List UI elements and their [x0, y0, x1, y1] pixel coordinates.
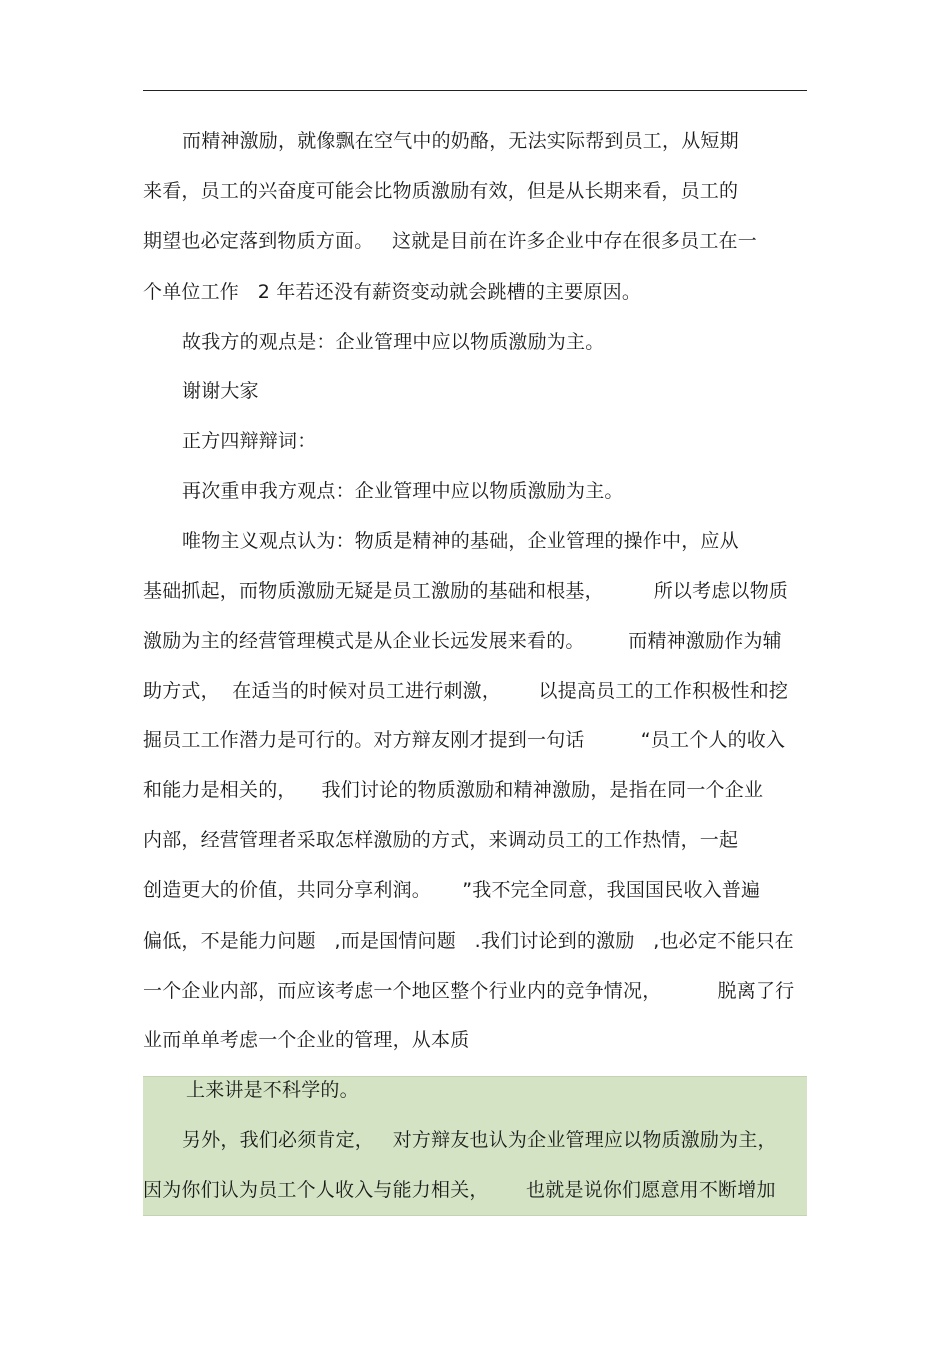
- text-line: 个单位工作 2 年若还没有薪资变动就会跳槽的主要原因。: [143, 281, 642, 303]
- text-line: 一个企业内部，而应该考虑一个地区整个行业内的竞争情况， 脱离了行: [143, 980, 795, 1002]
- header-rule: [143, 90, 807, 91]
- highlighted-text-line: 上来讲是不科学的。: [186, 1079, 359, 1101]
- text-line: 期望也必定落到物质方面。 这就是目前在许多企业中存在很多员工在一: [143, 230, 757, 252]
- text-line: 而精神激励，就像飘在空气中的奶酪，无法实际帮到员工，从短期: [182, 130, 739, 152]
- section-heading: 正方四辩辩词：: [182, 430, 317, 452]
- text-line: 偏低，不是能力问题 ,而是国情问题 .我们讨论到的激励 ,也必定不能只在: [143, 930, 794, 952]
- highlighted-text-line: 因为你们认为员工个人收入与能力相关， 也就是说你们愿意用不断增加: [143, 1179, 776, 1201]
- text-line: 和能力是相关的， 我们讨论的物质激励和精神激励，是指在同一个企业: [143, 779, 764, 801]
- text-line: 助方式， 在适当的时候对员工进行刺激， 以提高员工的工作积极性和挖: [143, 680, 789, 702]
- thanks-line: 谢谢大家: [182, 380, 259, 402]
- text-line: 再次重申我方观点：企业管理中应以物质激励为主。: [182, 480, 624, 502]
- highlighted-text-line: 另外，我们必须肯定， 对方辩友也认为企业管理应以物质激励为主，: [182, 1129, 777, 1151]
- text-line: 掘员工工作潜力是可行的。对方辩友刚才提到一句话 “员工个人的收入: [143, 729, 786, 751]
- text-line: 创造更大的价值，共同分享利润。 ”我不完全同意，我国国民收入普遍: [143, 879, 761, 901]
- text-line: 内部，经营管理者采取怎样激励的方式，来调动员工的工作热情，一起: [143, 829, 739, 851]
- text-line: 唯物主义观点认为：物质是精神的基础，企业管理的操作中，应从: [182, 530, 739, 552]
- text-line: 业而单单考虑一个企业的管理，从本质: [143, 1029, 470, 1051]
- text-line: 基础抓起，而物质激励无疑是员工激励的基础和根基， 所以考虑以物质: [143, 580, 789, 602]
- conclusion-line: 故我方的观点是：企业管理中应以物质激励为主。: [182, 331, 605, 353]
- text-line: 来看，员工的兴奋度可能会比物质激励有效，但是从长期来看，员工的: [143, 180, 739, 202]
- text-line: 激励为主的经营管理模式是从企业长远发展来看的。 而精神激励作为辅: [143, 630, 782, 652]
